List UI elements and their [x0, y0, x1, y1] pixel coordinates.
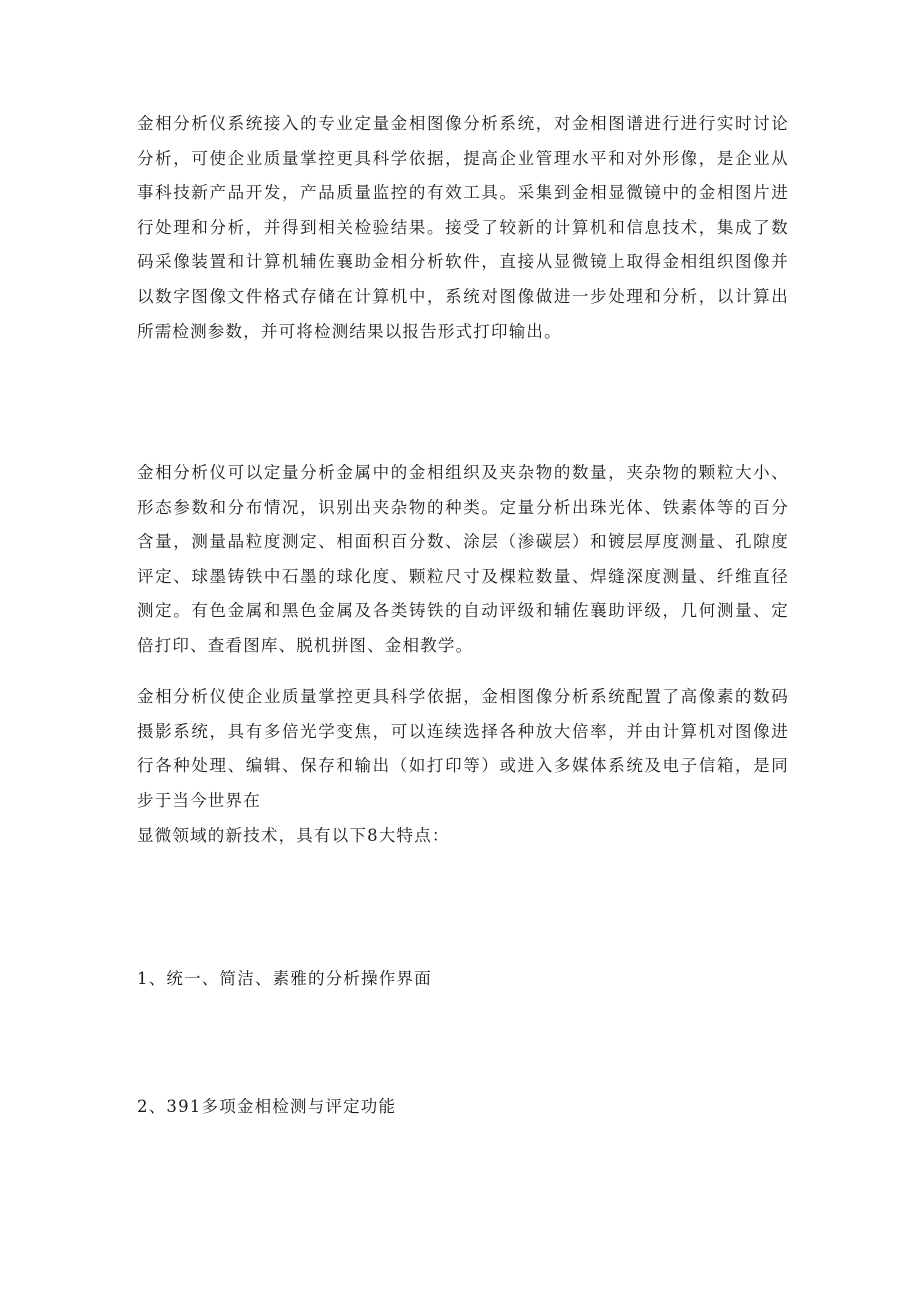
capabilities-paragraph: 金相分析仪可以定量分析金属中的金相组织及夹杂物的数量，夹杂物的颗粒大小、形态参数和分布情况，识别出夹杂物的种类。定量分析出珠光体、铁素体等的百分含量，测量晶粒度测定、相面积百分数、涂层（渗碳层）和镀层厚度测量、孔隙度评定、球墨铸铁中石墨的球化度、颗粒尺寸及棵粒数量、焊缝深度测量、纤维直径测定。有色金属和黑色金属及各类铸铁的自动评级和辅佐襄助评级，几何测量、定倍打印、查看图库、脱机拼图、金相教学。	[137, 463, 789, 655]
feature-item-1: 1、统一、简洁、素雅的分析操作界面	[137, 969, 432, 988]
system-paragraph: 金相分析仪使企业质量掌控更具科学依据，金相图像分析系统配置了高像素的数码摄影系统，具有多倍光学变焦，可以连续选择各种放大倍率，并由计算机对图像进行各种处理、编辑、保存和输出（如打印等）或进入多媒体系统及电子信箱，是同步于当今世界在	[137, 687, 789, 810]
feature-item-2: 2、391多项金相检测与评定功能	[137, 1097, 397, 1116]
intro-paragraph: 金相分析仪系统接入的专业定量金相图像分析系统，对金相图谱进行进行实时讨论分析，可使企业质量掌控更具科学依据，提高企业管理水平和对外形像，是企业从事科技新产品开发，产品质量监控的有效工具。采集到金相显微镜中的金相图片进行处理和分析，并得到相关检验结果。接受了较新的计算机和信息技术，集成了数码采像装置和计算机辅佐襄助金相分析软件，直接从显微镜上取得金相组织图像并以数字图像文件格式存储在计算机中，系统对图像做进一步处理和分析，以计算出所需检测参数，并可将检测结果以报告形式打印输出。	[137, 114, 789, 341]
features-intro-paragraph: 显微领域的新技术，具有以下8大特点：	[137, 826, 450, 845]
